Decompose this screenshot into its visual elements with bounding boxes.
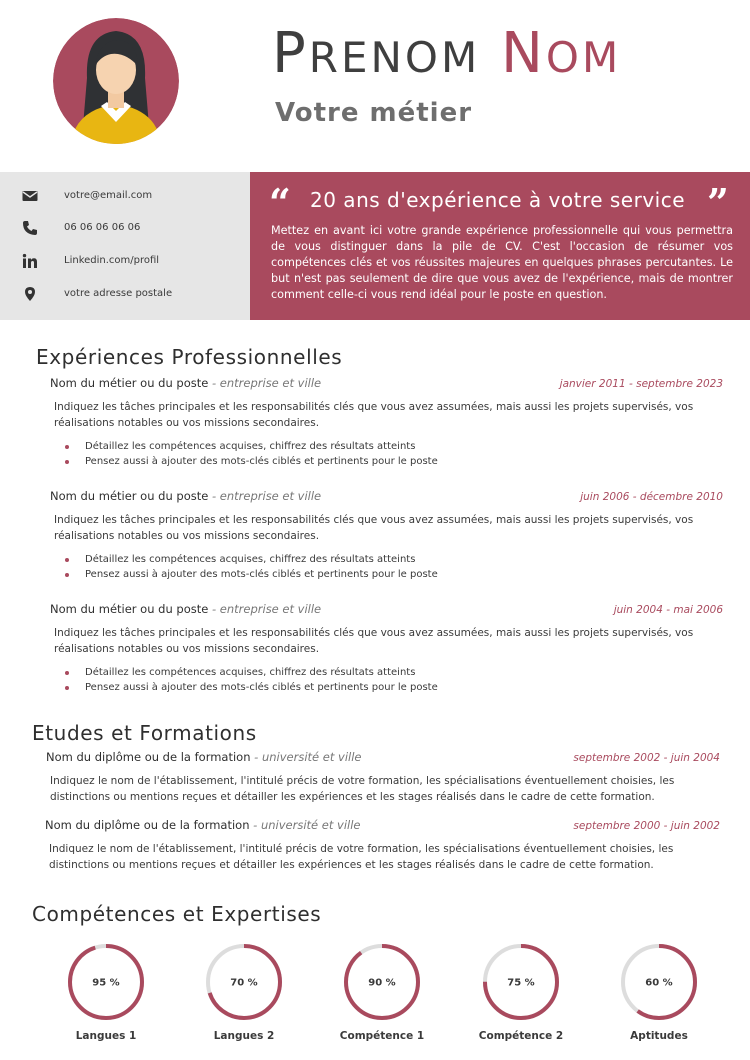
skills-section-title: Compétences et Expertises [32, 902, 322, 926]
avatar [53, 18, 179, 144]
job-description: Indiquez les tâches principales et les responsabilités clés que vous avez assumées, mais aussi les projets supervisés, vos réalisations notables ou vos missions secondaires. [54, 401, 694, 429]
skill-label: Langues 2 [213, 1030, 275, 1042]
last-name-initial: N [501, 21, 546, 86]
job-bullets [54, 665, 714, 695]
open-quote-icon: “ [269, 180, 291, 225]
skill-percent: 95 % [92, 977, 120, 989]
summary-text: Mettez en avant ici votre grande expérience professionnelle qui vous permettra de vous distinguer dans la pile de CV. C'est l'occasion de résumer vos compétences clés et vos réussites majeures en quelques phrases percutantes. Le but n'est pas seulement de dire que vous avez de l'expérience, mais de montrer comment celle-ci vous rend idéal pour le poste en question. [271, 224, 733, 301]
skill-percent: 60 % [645, 977, 673, 989]
phone-icon [22, 218, 38, 238]
education-date: septembre 2000 - juin 2002 [573, 820, 720, 832]
skill-label: Compétence 2 [478, 1030, 564, 1042]
education-entry-heading [45, 818, 360, 832]
job-role: Nom du métier ou du poste [50, 602, 209, 616]
skill-ring [479, 940, 563, 1024]
education-entry-heading [46, 750, 361, 764]
job-role: Nom du métier ou du poste [50, 489, 209, 503]
summary-panel [250, 172, 750, 320]
skill-gauge [51, 940, 161, 1042]
first-name-initial: P [272, 21, 309, 86]
full-name [272, 21, 622, 86]
first-name-rest: RENOM [308, 33, 481, 82]
contact-panel [0, 172, 250, 320]
linkedin-icon [22, 251, 38, 271]
skill-percent: 75 % [507, 977, 535, 989]
avatar-illustration [53, 18, 179, 144]
skill-ring [340, 940, 424, 1024]
list-item: Pensez aussi à ajouter des mots-clés ciblés et pertinents pour le poste [54, 454, 714, 469]
job-role: Nom du métier ou du poste [50, 376, 209, 390]
contact-linkedin[interactable]: Linkedin.com/profil [64, 255, 160, 266]
last-name-rest: OM [545, 33, 622, 82]
school-name: - université et ville [253, 818, 361, 832]
skill-label: Compétence 1 [339, 1030, 425, 1042]
job-date: janvier 2011 - septembre 2023 [559, 378, 723, 390]
experience-entry-heading [50, 602, 321, 616]
skill-label: Langues 1 [75, 1030, 137, 1042]
email-icon [22, 186, 38, 206]
skill-gauge [466, 940, 576, 1042]
contact-phone[interactable]: 06 06 06 06 06 [64, 222, 141, 233]
job-company: - entreprise et ville [211, 489, 322, 503]
list-item: Détaillez les compétences acquises, chiffrez des résultats atteints [54, 552, 714, 567]
degree-name: Nom du diplôme ou de la formation [46, 750, 251, 764]
skill-gauge [604, 940, 714, 1042]
experience-section-title: Expériences Professionnelles [36, 345, 343, 369]
skill-ring [64, 940, 148, 1024]
degree-name: Nom du diplôme ou de la formation [45, 818, 250, 832]
contact-address: votre adresse postale [64, 288, 173, 299]
job-date: juin 2006 - décembre 2010 [580, 491, 723, 503]
summary-title: 20 ans d'expérience à votre service [310, 188, 686, 212]
job-title: Votre métier [275, 98, 473, 128]
job-description: Indiquez les tâches principales et les responsabilités clés que vous avez assumées, mais aussi les projets supervisés, vos réalisations notables ou vos missions secondaires. [54, 627, 694, 655]
job-company: - entreprise et ville [211, 602, 322, 616]
skill-ring [202, 940, 286, 1024]
experience-entry-heading [50, 376, 321, 390]
job-bullets [54, 439, 714, 469]
list-item: Pensez aussi à ajouter des mots-clés ciblés et pertinents pour le poste [54, 567, 714, 582]
skill-label: Aptitudes [630, 1030, 688, 1042]
skill-gauge [189, 940, 299, 1042]
job-date: juin 2004 - mai 2006 [613, 604, 723, 616]
experience-entry-heading [50, 489, 321, 503]
education-section-title: Etudes et Formations [32, 721, 257, 745]
skill-gauge [327, 940, 437, 1042]
list-item: Pensez aussi à ajouter des mots-clés ciblés et pertinents pour le poste [54, 680, 714, 695]
list-item: Détaillez les compétences acquises, chiffrez des résultats atteints [54, 439, 714, 454]
school-name: - université et ville [254, 750, 362, 764]
education-description: Indiquez le nom de l'établissement, l'intitulé précis de votre formation, les spécialisations éventuellement choisies, les distinctions ou mentions reçues et détailler les expériences et les stages réalisés dans le cadre de cette formation. [49, 843, 674, 871]
skill-percent: 90 % [368, 977, 396, 989]
skill-percent: 70 % [230, 977, 258, 989]
skill-ring [617, 940, 701, 1024]
job-company: - entreprise et ville [211, 376, 322, 390]
close-quote-icon: ” [707, 180, 729, 225]
contact-email[interactable]: votre@email.com [64, 190, 153, 201]
list-item: Détaillez les compétences acquises, chiffrez des résultats atteints [54, 665, 714, 680]
job-bullets [54, 552, 714, 582]
education-description: Indiquez le nom de l'établissement, l'intitulé précis de votre formation, les spécialisations éventuellement choisies, les distinctions ou mentions reçues et détailler les expériences et les stages réalisés dans le cadre de cette formation. [50, 775, 675, 803]
location-pin-icon [22, 284, 38, 304]
job-description: Indiquez les tâches principales et les responsabilités clés que vous avez assumées, mais aussi les projets supervisés, vos réalisations notables ou vos missions secondaires. [54, 514, 694, 542]
education-date: septembre 2002 - juin 2004 [573, 752, 720, 764]
